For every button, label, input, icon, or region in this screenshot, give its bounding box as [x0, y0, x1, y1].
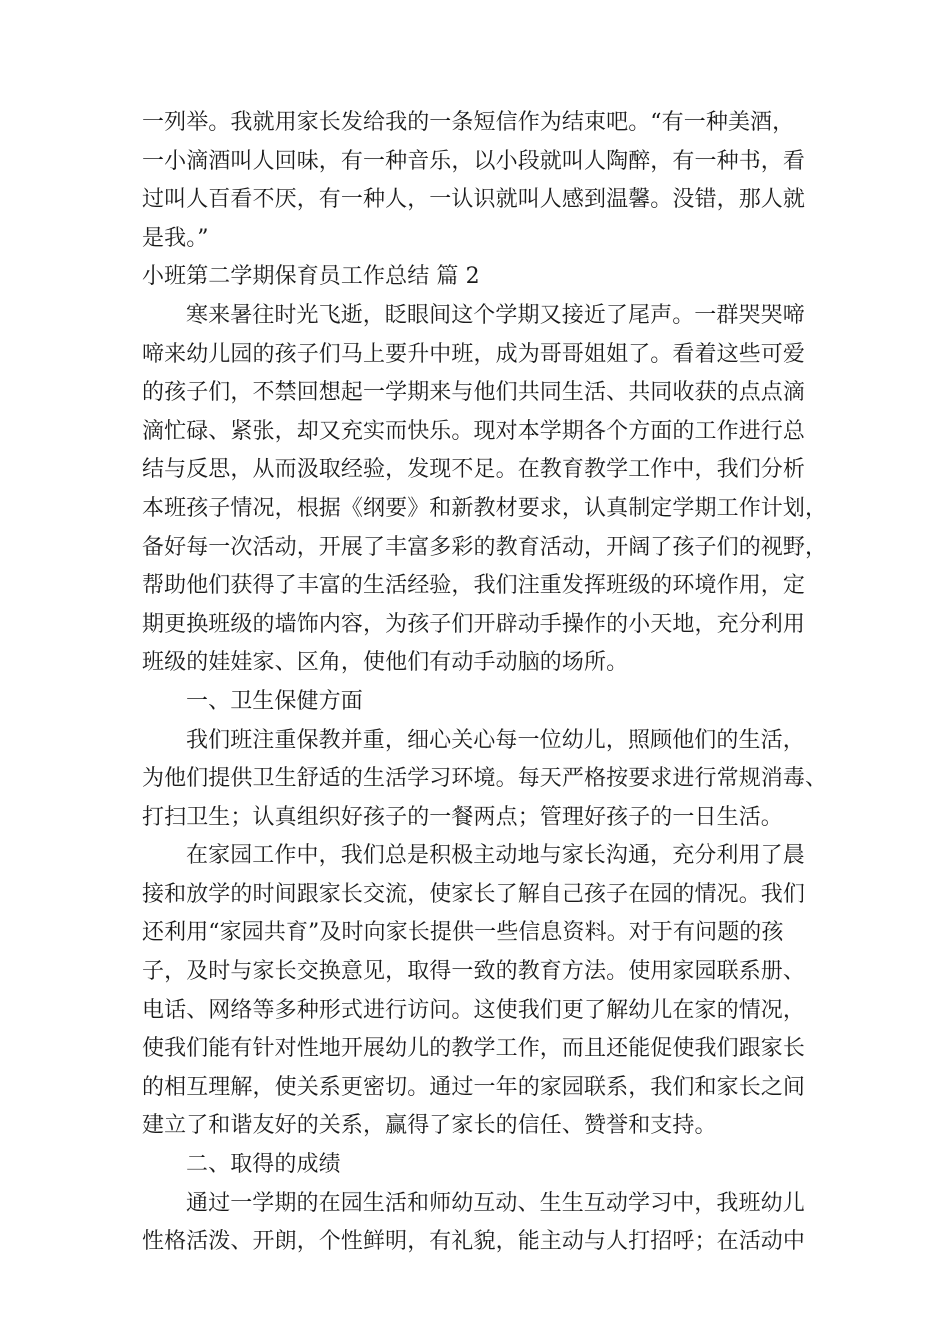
text-line: 的孩子们，不禁回想起一学期来与他们共同生活、共同收获的点点滴: [142, 380, 806, 406]
text-line: 本班孩子情况，根据《纲要》和新教材要求，认真制定学期工作计划，: [142, 495, 828, 521]
text-line: 子，及时与家长交换意见，取得一致的教育方法。使用家园联系册、: [142, 959, 806, 985]
text-line: 班级的娃娃家、区角，使他们有动手动脑的场所。: [142, 650, 629, 676]
text-line: 一列举。我就用家长发给我的一条短信作为结束吧。“有一种美酒，: [142, 110, 795, 135]
text-line: 建立了和谐友好的关系，赢得了家长的信任、赞誉和支持。: [142, 1113, 717, 1139]
text-line: 通过一学期的在园生活和师幼互动、生生互动学习中，我班幼儿: [186, 1190, 805, 1216]
text-line: 过叫人百看不厌，有一种人，一认识就叫人感到温馨。没错，那人就: [142, 187, 806, 213]
text-line: 滴忙碌、紧张，却又充实而快乐。现对本学期各个方面的工作进行总: [142, 418, 806, 444]
text-line: 期更换班级的墙饰内容，为孩子们开辟动手操作的小天地，充分利用: [142, 611, 806, 637]
text-line: 电话、网络等多种形式进行访问。这使我们更了解幼儿在家的情况，: [142, 997, 806, 1023]
text-line: 接和放学的时间跟家长交流，使家长了解自己孩子在园的情况。我们: [142, 881, 806, 907]
text-line: 帮助他们获得了丰富的生活经验，我们注重发挥班级的环境作用，定: [142, 573, 806, 599]
document-body: [142, 104, 828, 1262]
text-line: 性格活泼、开朗，个性鲜明，有礼貌，能主动与人打招呼；在活动中: [142, 1229, 806, 1255]
text-line: 为他们提供卫生舒适的生活学习环境。每天严格按要求进行常规消毒、: [142, 766, 828, 792]
text-line: 在家园工作中，我们总是积极主动地与家长沟通，充分利用了晨: [186, 843, 805, 869]
section-heading: 小班第二学期保育员工作总结 篇 2: [142, 264, 480, 290]
text-line: 还利用“家园共育”及时向家长提供一些信息资料。对于有问题的孩: [142, 920, 784, 946]
text-line: 使我们能有针对性地开展幼儿的教学工作，而且还能促使我们跟家长: [142, 1036, 806, 1062]
text-line: 的相互理解，使关系更密切。通过一年的家园联系，我们和家长之间: [142, 1074, 806, 1100]
text-line: 打扫卫生；认真组织好孩子的一餐两点；管理好孩子的一日生活。: [142, 804, 783, 830]
text-line: 啼来幼儿园的孩子们马上要升中班，成为哥哥姐姐了。看着这些可爱: [142, 341, 806, 367]
text-line: 备好每一次活动，开展了丰富多彩的教育活动，开阔了孩子们的视野，: [142, 534, 828, 560]
text-line: 一小滴酒叫人回味，有一种音乐，以小段就叫人陶醉，有一种书，看: [142, 148, 806, 174]
text-line: 是我。”: [142, 225, 209, 251]
text-line: 我们班注重保教并重，细心关心每一位幼儿，照顾他们的生活，: [186, 727, 805, 753]
text-line: 一、卫生保健方面: [186, 688, 363, 714]
text-line: 寒来暑往时光飞逝，眨眼间这个学期又接近了尾声。一群哭哭啼: [186, 302, 805, 328]
text-line: 二、取得的成绩: [186, 1152, 341, 1178]
text-line: 结与反思，从而汲取经验，发现不足。在教育教学工作中，我们分析: [142, 457, 806, 483]
